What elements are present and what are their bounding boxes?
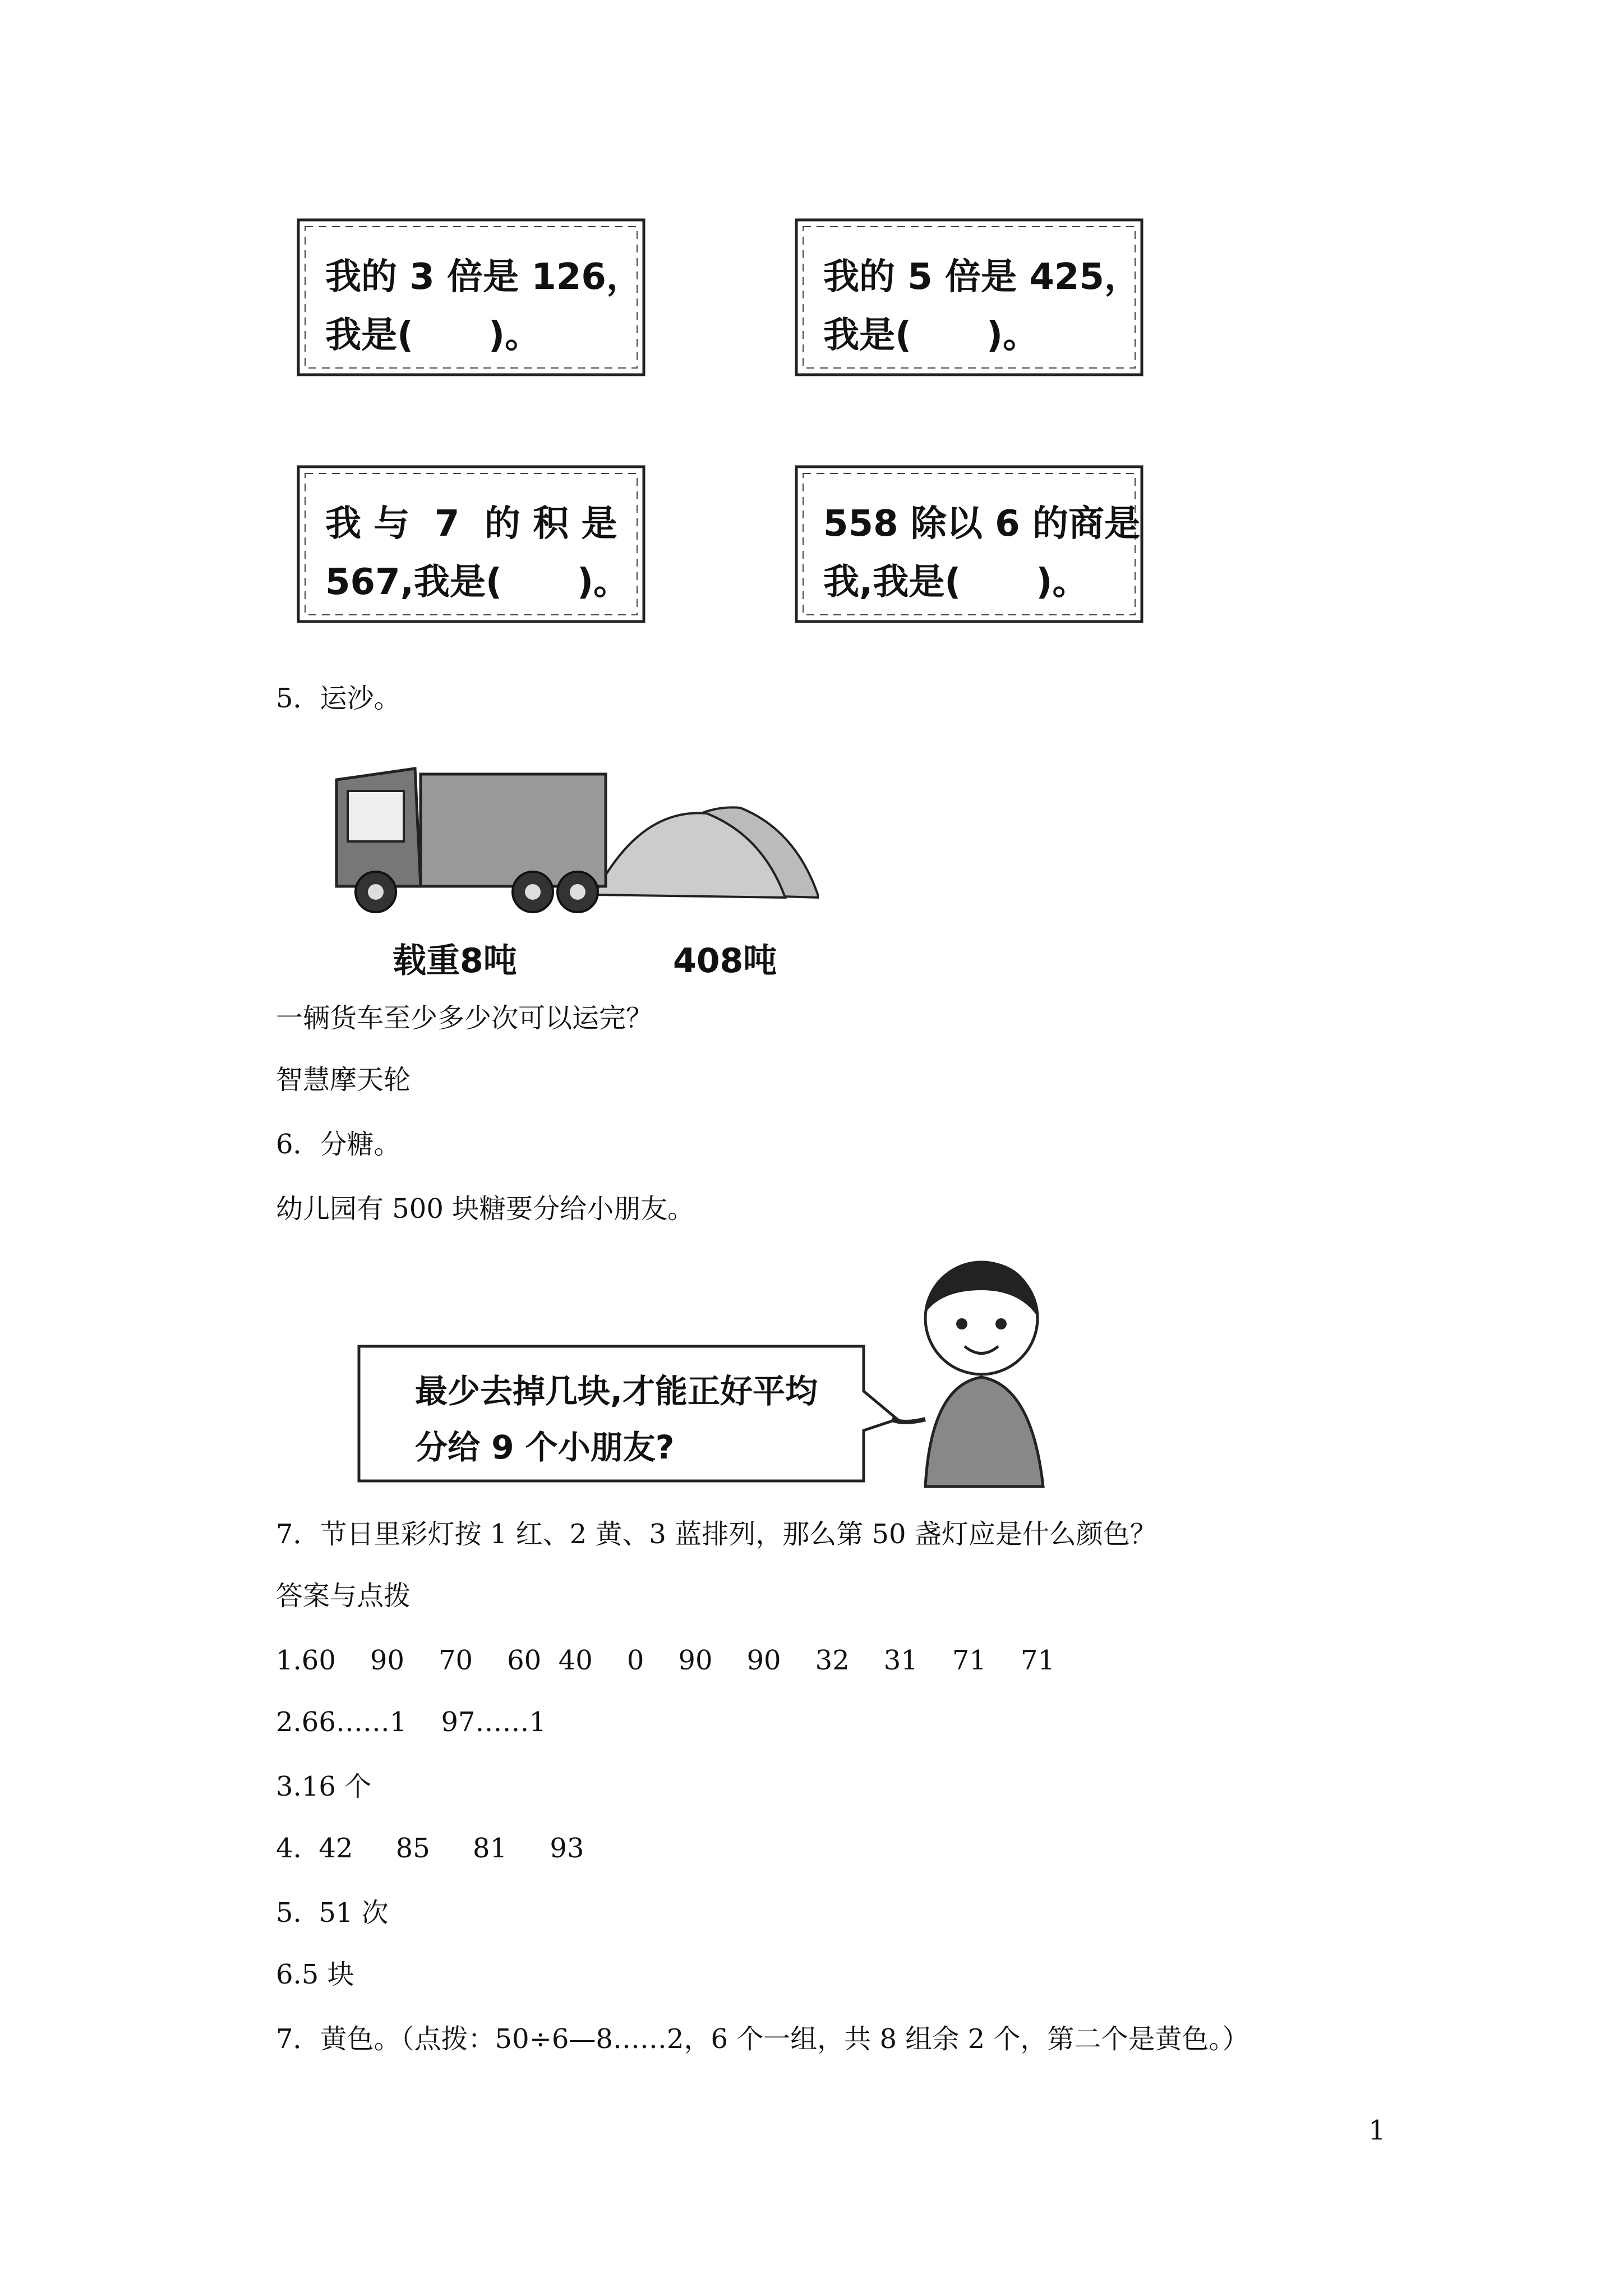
sand-weight-caption: 408吨 (673, 941, 777, 981)
riddle-2-line2: 我是( )。 (823, 315, 1039, 356)
q5-question: 一辆货车至少多少次可以运完？ (276, 1002, 653, 1034)
page-number: 1 (1368, 2115, 1386, 2146)
truck-and-sand-illustration (314, 740, 819, 920)
bubble-line-1: 最少去掉几块,才能正好平均 (415, 1372, 818, 1410)
riddle-4-line1: 558 除以 6 的商是 (823, 503, 1140, 545)
riddle-1-line2: 我是( )。 (325, 315, 541, 356)
riddle-1-line1: 我的 3 倍是 126， (325, 256, 642, 298)
bubble-line-2: 分给 9 个小朋友? (415, 1428, 675, 1466)
q7-text: 7．节日里彩灯按 1 红、2 黄、3 蓝排列，那么第 50 盏灯应是什么颜色？ (276, 1519, 1157, 1550)
q6-text: 幼儿园有 500 块糖要分给小朋友。 (276, 1193, 695, 1225)
speech-bubble (415, 1363, 852, 1475)
q6-title: 6．分糖。 (276, 1129, 401, 1160)
riddle-box-3 (292, 460, 651, 628)
answers-title: 答案与点拨 (276, 1580, 411, 1612)
riddle-box-2 (790, 213, 1149, 381)
riddle-4-line2: 我,我是( )。 (823, 562, 1089, 603)
answer-2: 2.66……1 97……1 (276, 1706, 547, 1738)
riddle-3-line1: 我 与 7 的 积 是 (325, 503, 617, 545)
answer-6: 6.5 块 (276, 1959, 354, 1990)
answer-5: 5. 51 次 (276, 1897, 389, 1929)
riddle-box-1 (292, 213, 651, 381)
answer-1: 1.60 90 70 60 40 0 90 90 32 31 71 71 (276, 1645, 1055, 1676)
section-title: 智慧摩天轮 (276, 1064, 411, 1096)
riddle-box-4 (790, 460, 1149, 628)
riddle-3-line2: 567,我是( )。 (325, 562, 630, 603)
truck-capacity-caption: 载重8吨 (393, 941, 517, 981)
answer-3: 3.16 个 (276, 1771, 372, 1802)
riddle-2-line1: 我的 5 倍是 425， (823, 256, 1140, 298)
q5-title: 5．运沙。 (276, 683, 401, 714)
answer-4: 4. 42 85 81 93 (276, 1833, 584, 1864)
answer-7: 7．黄色。（点拨：50÷6—8……2，6 个一组，共 8 组余 2 个，第二个是黄色。） (276, 2023, 1249, 2055)
